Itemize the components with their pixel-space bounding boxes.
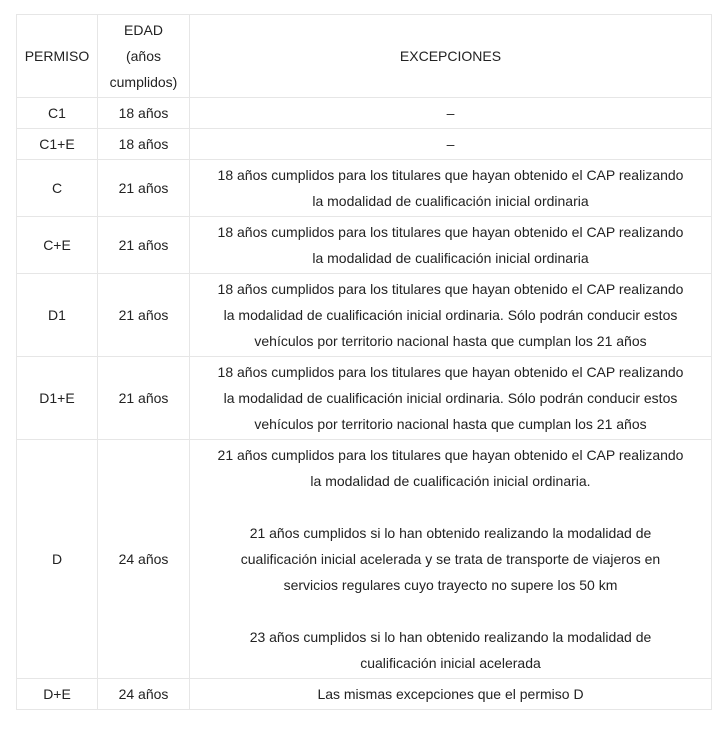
- permits-table-container: [16, 14, 711, 710]
- cell-edad: 21 años: [98, 274, 190, 357]
- exception-text: 18 años cumplidos para los titulares que hayan obtenido el CAP realizando la modalidad de cualificación inicial ordinaria: [217, 167, 684, 209]
- table-row: [17, 679, 712, 710]
- cell-excepciones: [190, 357, 712, 440]
- exception-text: 21 años cumplidos si lo han obtenido realizando la modalidad de cualificación inicial acelerada y se trata de transporte de viajeros en servicios regulares cuyo trayecto no supere los 50 km: [240, 525, 661, 593]
- exception-spacer: [198, 494, 703, 520]
- cell-permiso: D+E: [17, 679, 98, 710]
- cell-excepciones: [190, 160, 712, 217]
- exception-spacer: [198, 598, 703, 624]
- cell-excepciones: [190, 98, 712, 129]
- exception-text: Las mismas excepciones que el permiso D: [317, 686, 584, 702]
- cell-excepciones: [190, 679, 712, 710]
- exception-text: 21 años cumplidos para los titulares que hayan obtenido el CAP realizando la modalidad de cualificación inicial ordinaria.: [217, 447, 684, 489]
- exception-text: 18 años cumplidos para los titulares que hayan obtenido el CAP realizando la modalidad de cualificación inicial ordinaria. Sólo podrán conducir estos vehículos por territorio nacional hasta que cumplan los 21 años: [217, 364, 684, 432]
- header-edad: [98, 15, 190, 98]
- table-header: [17, 15, 712, 98]
- cell-edad: 18 años: [98, 98, 190, 129]
- exception-text: 18 años cumplidos para los titulares que hayan obtenido el CAP realizando la modalidad de cualificación inicial ordinaria. Sólo podrán conducir estos vehículos por territorio nacional hasta que cumplan los 21 años: [217, 281, 684, 349]
- cell-excepciones: [190, 274, 712, 357]
- cell-permiso: C: [17, 160, 98, 217]
- exception-text: 18 años cumplidos para los titulares que hayan obtenido el CAP realizando la modalidad de cualificación inicial ordinaria: [217, 224, 684, 266]
- table-body: [17, 98, 712, 710]
- permits-age-table: [16, 14, 712, 710]
- cell-excepciones: [190, 217, 712, 274]
- header-permiso: PERMISO: [17, 15, 98, 98]
- cell-edad: 21 años: [98, 357, 190, 440]
- exception-text: –: [446, 105, 455, 121]
- header-row: [17, 15, 712, 98]
- cell-excepciones: [190, 440, 712, 679]
- cell-permiso: D: [17, 440, 98, 679]
- table-row: [17, 98, 712, 129]
- cell-permiso: C1+E: [17, 129, 98, 160]
- table-row: [17, 217, 712, 274]
- cell-permiso: D1: [17, 274, 98, 357]
- table-row: [17, 357, 712, 440]
- cell-permiso: C+E: [17, 217, 98, 274]
- header-excepciones: EXCEPCIONES: [190, 15, 712, 98]
- cell-permiso: C1: [17, 98, 98, 129]
- header-edad-text: EDAD (años cumplidos): [109, 22, 178, 90]
- exception-text: –: [446, 136, 455, 152]
- table-row: [17, 440, 712, 679]
- table-row: [17, 274, 712, 357]
- table-row: [17, 160, 712, 217]
- cell-permiso: D1+E: [17, 357, 98, 440]
- cell-edad: 24 años: [98, 679, 190, 710]
- table-row: [17, 129, 712, 160]
- cell-edad: 21 años: [98, 217, 190, 274]
- cell-edad: 24 años: [98, 440, 190, 679]
- cell-edad: 18 años: [98, 129, 190, 160]
- exception-text: 23 años cumplidos si lo han obtenido realizando la modalidad de cualificación inicial acelerada: [249, 629, 652, 671]
- cell-edad: 21 años: [98, 160, 190, 217]
- cell-excepciones: [190, 129, 712, 160]
